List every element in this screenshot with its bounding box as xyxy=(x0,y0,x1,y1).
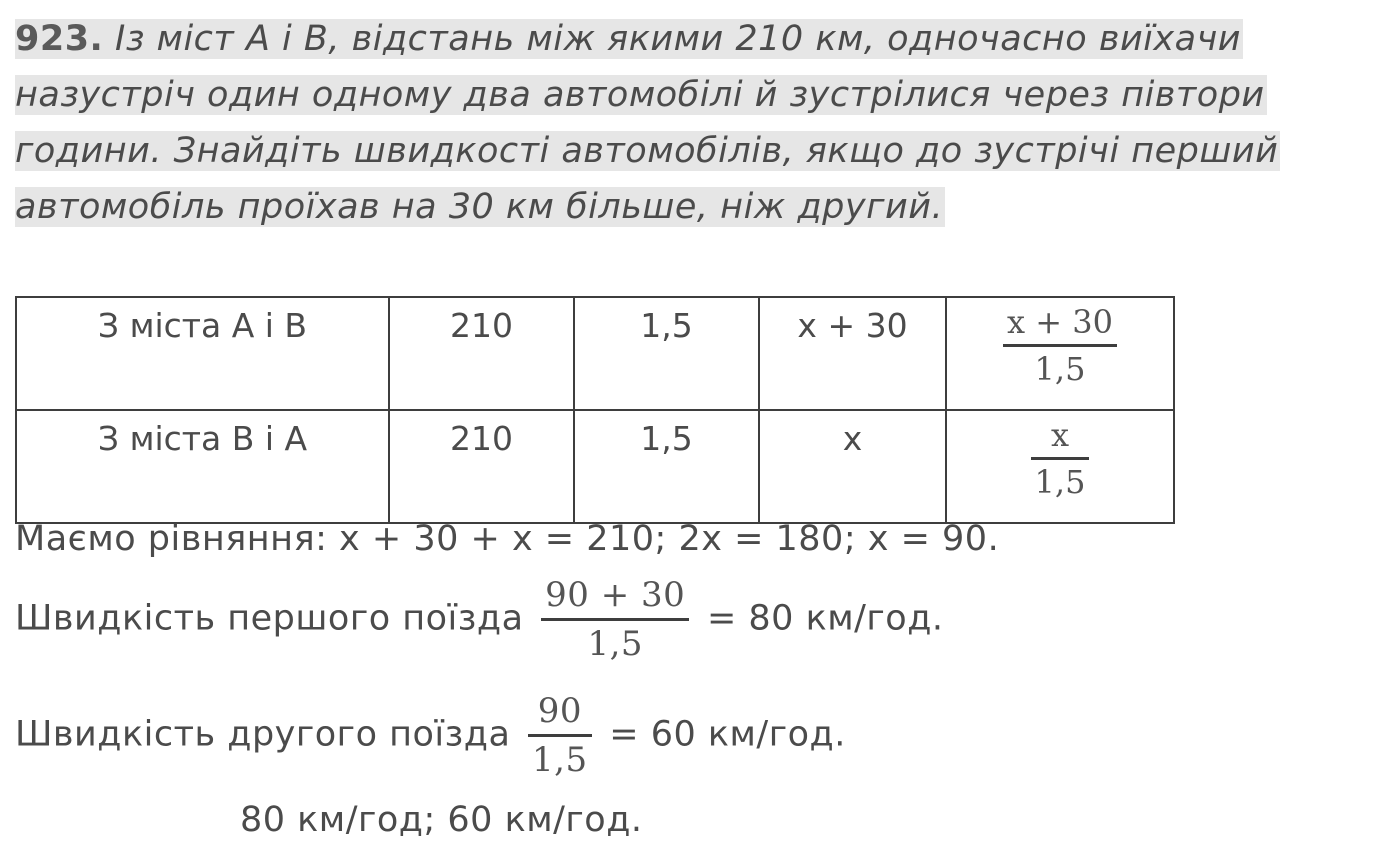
first-speed-result: = 80 км/год. xyxy=(706,598,944,639)
distance-cell: 210 xyxy=(389,297,574,410)
fraction-denominator: 1,5 xyxy=(1003,344,1117,391)
second-speed-fraction xyxy=(528,688,592,783)
path-cell: x xyxy=(759,410,946,523)
problem-line-4 xyxy=(15,180,1365,236)
problem-text-4: автомобіль проїхав на 30 км більше, ніж другий. xyxy=(15,187,944,227)
speed-fraction xyxy=(1031,413,1090,504)
distance-cell: 210 xyxy=(389,410,574,523)
first-speed-label: Швидкість першого поїзда xyxy=(15,598,524,639)
route-cell: З міста А і В xyxy=(16,297,389,410)
fraction-numerator: 90 xyxy=(537,691,582,731)
fraction-numerator: 90 + 30 xyxy=(545,575,686,615)
fraction-numerator: x xyxy=(1050,416,1070,454)
first-speed-line xyxy=(15,572,944,667)
fraction-numerator: x + 30 xyxy=(1007,303,1113,341)
problem-line-1 xyxy=(15,12,1365,68)
problem-text-1: Із міст А і В, відстань між якими 210 км, одночасно виїхачи xyxy=(115,19,1242,59)
time-cell: 1,5 xyxy=(574,410,759,523)
second-speed-label: Швидкість другого поїзда xyxy=(15,714,511,755)
speed-cell xyxy=(946,410,1174,523)
problem-line-2 xyxy=(15,68,1365,124)
time-cell: 1,5 xyxy=(574,297,759,410)
second-speed-result: = 60 км/год. xyxy=(609,714,846,755)
answer-line: 80 км/год; 60 км/год. xyxy=(240,800,643,840)
fraction-denominator: 1,5 xyxy=(541,618,689,667)
speed-cell xyxy=(946,297,1174,410)
table-row xyxy=(16,410,1174,523)
path-cell: x + 30 xyxy=(759,297,946,410)
problem-statement xyxy=(15,12,1365,236)
problem-text-2: назустріч один одному два автомобілі й зустрілися через півтори xyxy=(15,75,1265,115)
data-table xyxy=(15,296,1175,524)
fraction-denominator: 1,5 xyxy=(528,734,592,783)
problem-line-3 xyxy=(15,124,1365,180)
fraction-denominator: 1,5 xyxy=(1031,457,1090,504)
first-speed-fraction xyxy=(541,572,689,667)
problem-text-3: години. Знайдіть швидкості автомобілів, якщо до зустрічі перший xyxy=(15,131,1279,171)
table-row xyxy=(16,297,1174,410)
route-cell: З міста В і А xyxy=(16,410,389,523)
second-speed-line xyxy=(15,688,846,783)
equation-line: Маємо рівняння: x + 30 + x = 210; 2x = 180; x = 90. xyxy=(15,519,1000,559)
problem-number: 923. xyxy=(15,19,104,59)
speed-fraction xyxy=(1003,300,1117,391)
